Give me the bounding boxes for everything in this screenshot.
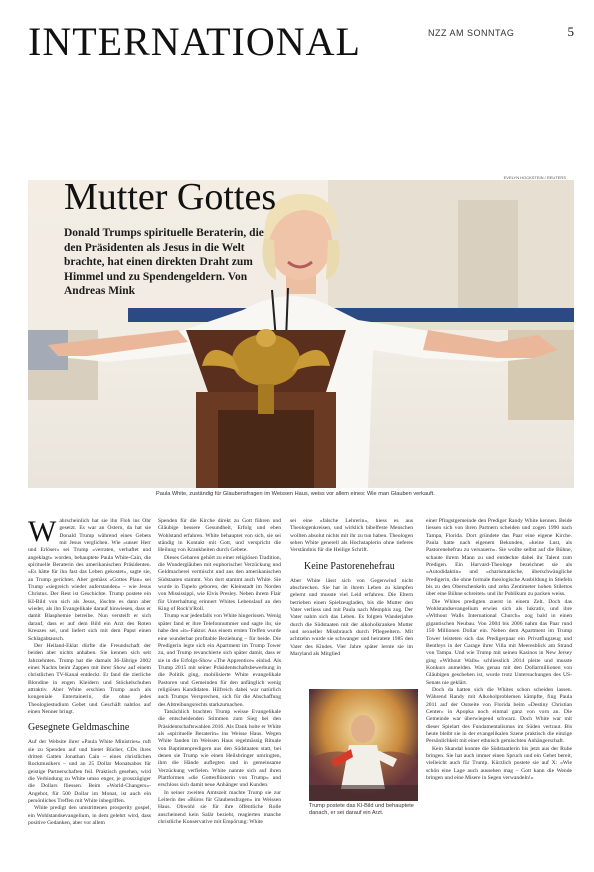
article-paragraph: Dieses Gebaren gehört zu einer religiösen Tradition, die Wundergläuben mit euphorischer Verzückung und Geldmacherei vermischt und aus den amerikanischen Südstaaten stammt. Von dort stammt auch White. Sie wurde in Tupelo geboren, der Kleinstadt im Norden von Mississippi, wie Elvis Presley. Neben ihrem Flair für Unterhaltung erinnert Whites Lebenslauf an den King of Rock'n'Roll. <box>158 554 281 613</box>
photo-caption: Paula White, zuständig für Glaubensfragen im Weissen Haus, weiss vor allem eines: Wie man Glauben verkauft. <box>156 491 435 497</box>
inset-illustration <box>309 689 418 801</box>
subheading: Gesegnete Geldmaschine <box>28 722 130 734</box>
article-column-2 <box>158 518 281 826</box>
hero-photo <box>28 180 574 488</box>
article-paragraph: Spenden für die Kirche direkt zu Gott führen und Gläubige bessere Gesundheit, Erfolg und eben Wohlstand erfahren. White behauptet von sich, sie sei ständig in Kontakt mit Gott, und verspricht die Heilung von Krankheiten durch Gebete. <box>158 518 281 554</box>
article-column-3 <box>290 518 413 659</box>
subheading: Keine Pastorenehefrau <box>304 560 395 572</box>
article-paragraph: In seiner zweiten Amtszeit machte Trump sie zur Leiterin des «Büros für Glaubensfragen» im Weissen Haus. Obwohl sie für ihre öffentliche Rolle anscheinend kein Salär bezieht, reagierten manche christliche Konservative mit Empörung: White <box>158 789 281 826</box>
newspaper-name: NZZ AM SONNTAG <box>428 28 515 38</box>
article-paragraph: einer Pfingstgemeinde den Prediger Randy White kennen. Beide liessen sich von ihren Partnern scheiden und zogen 1990 nach Tampa, Florida. Dort gründete das Paar eine eigene Kirche. Paula hatte nach eigenem Bekunden, «keine Lust, als Pastorenehefrau zu versauern». Sie wollte selbst auf die Bühne, schaute ihrem Mann zu und entdeckte dabei ihr Talent zum Predigen. Ein Harvard-Theologe bezeichnet sie als «Autodidaktin» und «charismatische, überschwängliche Predigerin, die ohne formale theologische Ausbildung in Stiefeln bis zu den Oberschenkeln und zehn Zentimeter hohen Stilettos über eine Bühne schreitet» und ihr Publikum zu packen weiss. <box>426 518 572 598</box>
article-paragraph: Aber White lässt sich von Gegenwind nicht abschrecken. Sie hat in ihrem Leben zu kämpfen gelernt und musste viel Leid erfahren. Die Eltern betrieben einen Spielzeugladen, bis die Mutter den Vater verliess und mit Paula nach Memphis zog. Der Vater nahm sich das Leben. Es folgten Wanderjahre durch die Südstaaten mit der alkoholkranken Mutter und sexueller Missbrauch durch Pflegeeltern. Mit achtzehn wurde sie schwanger und heiratete 1985 den Vater des Kindes. Vier Jahre später lernte sie im Maryland als Mitglied <box>290 577 413 658</box>
headline: Mutter Gottes <box>64 180 277 218</box>
article-dek: Donald Trumps spirituelle Beraterin, die den Präsidenten als Jesus in die Welt brachte, hat einen direkten Draht zum Himmel und zu Spendengeldern. Von Andreas Mink <box>64 227 264 298</box>
article-column-1 <box>28 515 151 827</box>
article-paragraph: Kein Skandal konnte die Südstaatlerin bis jetzt aus der Ruhe bringen. Sie hat auch immer einen Spruch und ein Gebet bereit, vielleicht auch für Trump. Kürzlich postete sie auf X: «Wie schön eine Lage auch aussehen mag – Gott kann die Wende bringen und eine Misere in Segen verwandeln!» <box>426 745 572 782</box>
drop-cap: W <box>28 515 57 548</box>
page-number: 5 <box>567 24 574 39</box>
ai-image-inset <box>309 689 418 801</box>
photo-credit: EVELYN HOCKSTEIN / REUTERS <box>503 175 566 180</box>
article-paragraph: sei eine «falsche Lehrerin», hiess es aus Theologenkreisen, und wirklich bibelfeste Menschen wollten absolut nichts mit ihr zu tun haben. Theologen sehen White generell als Hochstaplerin ohne tieferes Verständnis für die Heilige Schrift. <box>290 518 413 554</box>
article-paragraph: Die Whites predigten zuerst in einem Zelt. Doch das Wohlstandsevangelium erwies sich als lukrativ, und ihre «Without Walls International Church» zog bald in einen gigantischen Neubau. Von 2004 bis 2006 nahm das Paar rund 150 Millionen Dollar ein. Neben dem Apartment im Trump Tower leisteten sich das Predigerpaar ein Privatflugzeug und Bentleys in der Garage ihrer Villa mit Meeresblick am Strand von Tampa. Und wie Trump mit seinen Kasinos in New Jersey ging «Without Walls» schliesslich 2014 pleite und musste Konkurs anmelden. Was genau mit den Dollarmillionen von Gläubigen geschehen ist, wurde trotz Untersuchungen des US-Senats nie geklärt. <box>426 598 572 686</box>
inset-caption: Trump postete das KI-Bild und behauptete danach, er sei darauf ein Arzt. <box>309 803 414 816</box>
article-paragraph: Tatsächlich brachten Trump weisse Evangelikale die entscheidenden Stimmen zum Sieg bei den Präsidentschaftswahlen 2016. Als Dank holte er White als «spirituelle Beraterin» ins Weisse Haus. Wegen White fanden im Weissen Haus regelmässig Rituale von Baptistenpredigern aus den Südstaaten statt, bei denen sie Trump wie einen Heilsbringer umringten, ihm die Hände auflegten und in gemeinsame Verzückung verfielen. White nannte sich auf ihren Plattformen «die Gottesflüsterin von Trump» und erschloss sich damit neue Anhänger und Kunden. <box>158 708 281 789</box>
article-column-4 <box>426 518 572 782</box>
page-header <box>28 20 574 64</box>
article-paragraph: Doch da hatten sich die Whites schon scheiden lassen. Während Randy mit Alkoholproblemen kämpfte, fing Paula 2011 auf der Ostseite von Florida beim «Destiny Christian Center» in Apopka noch einmal ganz von vorn an. Die Gemeinde war überwiegend schwarz. Doch White war mit dieser Spielart des Fundamentalismus im Süden vertraut. Bis heute bleibt sie in der evangelikalen Szene praktisch die einzige Persönlichkeit mit einer ethnisch gemischten Anhängerschaft. <box>426 686 572 745</box>
article-paragraph: Der Heiland-Eklat dürfte die Freundschaft der beiden aber nichts anhaben. Sie kennen sich seit Jahrzehnten. Trump hat die damals 36-Jährige 2002 eines Nachts beim Zappen mit ihrer Show auf einem christlichen TV-Kanal entdeckt. Er fand die zierliche Blondine in engen Kleidern und Stöckelschuhen attraktiv. Aber White erschien Trump auch als kongeniale Entertainerin, die ohne jedes Theologiestudium Gebet und Geschäft nahtlos auf einen Nenner bringt. <box>28 642 151 715</box>
article-paragraph: Auf der Website ihrer «Paula White Ministries» ruft sie zu Spenden auf und bietet Bücher, CDs ihres dritten Gatten Jonathan Cain – eines christlichen Rockmusikers – und an 25 Dollar Monatsabos für geistige Partnerschaften feil. Praktisch gesehen, wird die Verbindung zu White umso enger, je grosszügiger die Dollars fliessen. Beim «World-Changers»-Angebot, für 500 Dollar im Monat, ist auch ein persönliches Treffen mit White inbegriffen. <box>28 739 151 805</box>
article-paragraph: Wahrscheinlich hat sie ihn Floh ins Ohr gesetzt. Es war an Ostern, da hat sie Donald Trump während eines Gebets mit Jesus verglichen. Wie «unser Herr und Erlöser» sei Trump «verraten, verhaftet und angeklagt» worden, behauptete Paula White-Cain, die spirituelle Beraterin des amerikanischen Präsidenten. «Es hätte für ihn fast das Leben gekostet», sagte sie, an Trump gerichtet. Aber gemäss «Gottes Plan» sei Trump «siegreich wieder auferstanden» – wie Jesus Christus. Der Rest ist Geschichte. Trump postete ein KI-Bild von sich als Jesus, löschte es dann aber wieder, als ihn Evangelikale darauf hinwiesen, dass er damit Blasphemie betreibe. Nun versteift er sich darauf, dass er auf dem Bild ein Arzt des Roten Kreuzes sei, und liefert sich mit dem Papst einen Schlagabtausch. <box>28 515 151 642</box>
article-paragraph: Trump war jedenfalls von White hingerissen. Wenig später fand er ihre Telefonnummer und sagte ihr, sie habe den «it»-Faktor. Aus einem ersten Treffen wurde eine wunderbar profitable Beziehung – für beide. Die Predigerin legte sich ein Apartment im Trump Tower zu, und Trump revanchierte sich später damit, dass er sie in die Erfolgs-Show «The Apprentice» einlud. Als Trump 2015 mit seiner Präsidentschaftsbewerbung in die Politik ging, mobilisierte White evangelikale Pastoren und Gemeinden für den anfänglich wenig religiösen Kandidaten. Hilfreich dabei war natürlich auch Trumps Versprechen, sich für die Abschaffung des Abtreibungsrechts starkzumachen. <box>158 613 281 708</box>
section-title: INTERNATIONAL <box>28 19 361 64</box>
article-paragraph: White predigt den umstrittenen prosperity gospel, ein Wohlstandsevangelium, in dem gelehrt wird, dass positive Gedanken, aber vor allem <box>28 805 151 827</box>
